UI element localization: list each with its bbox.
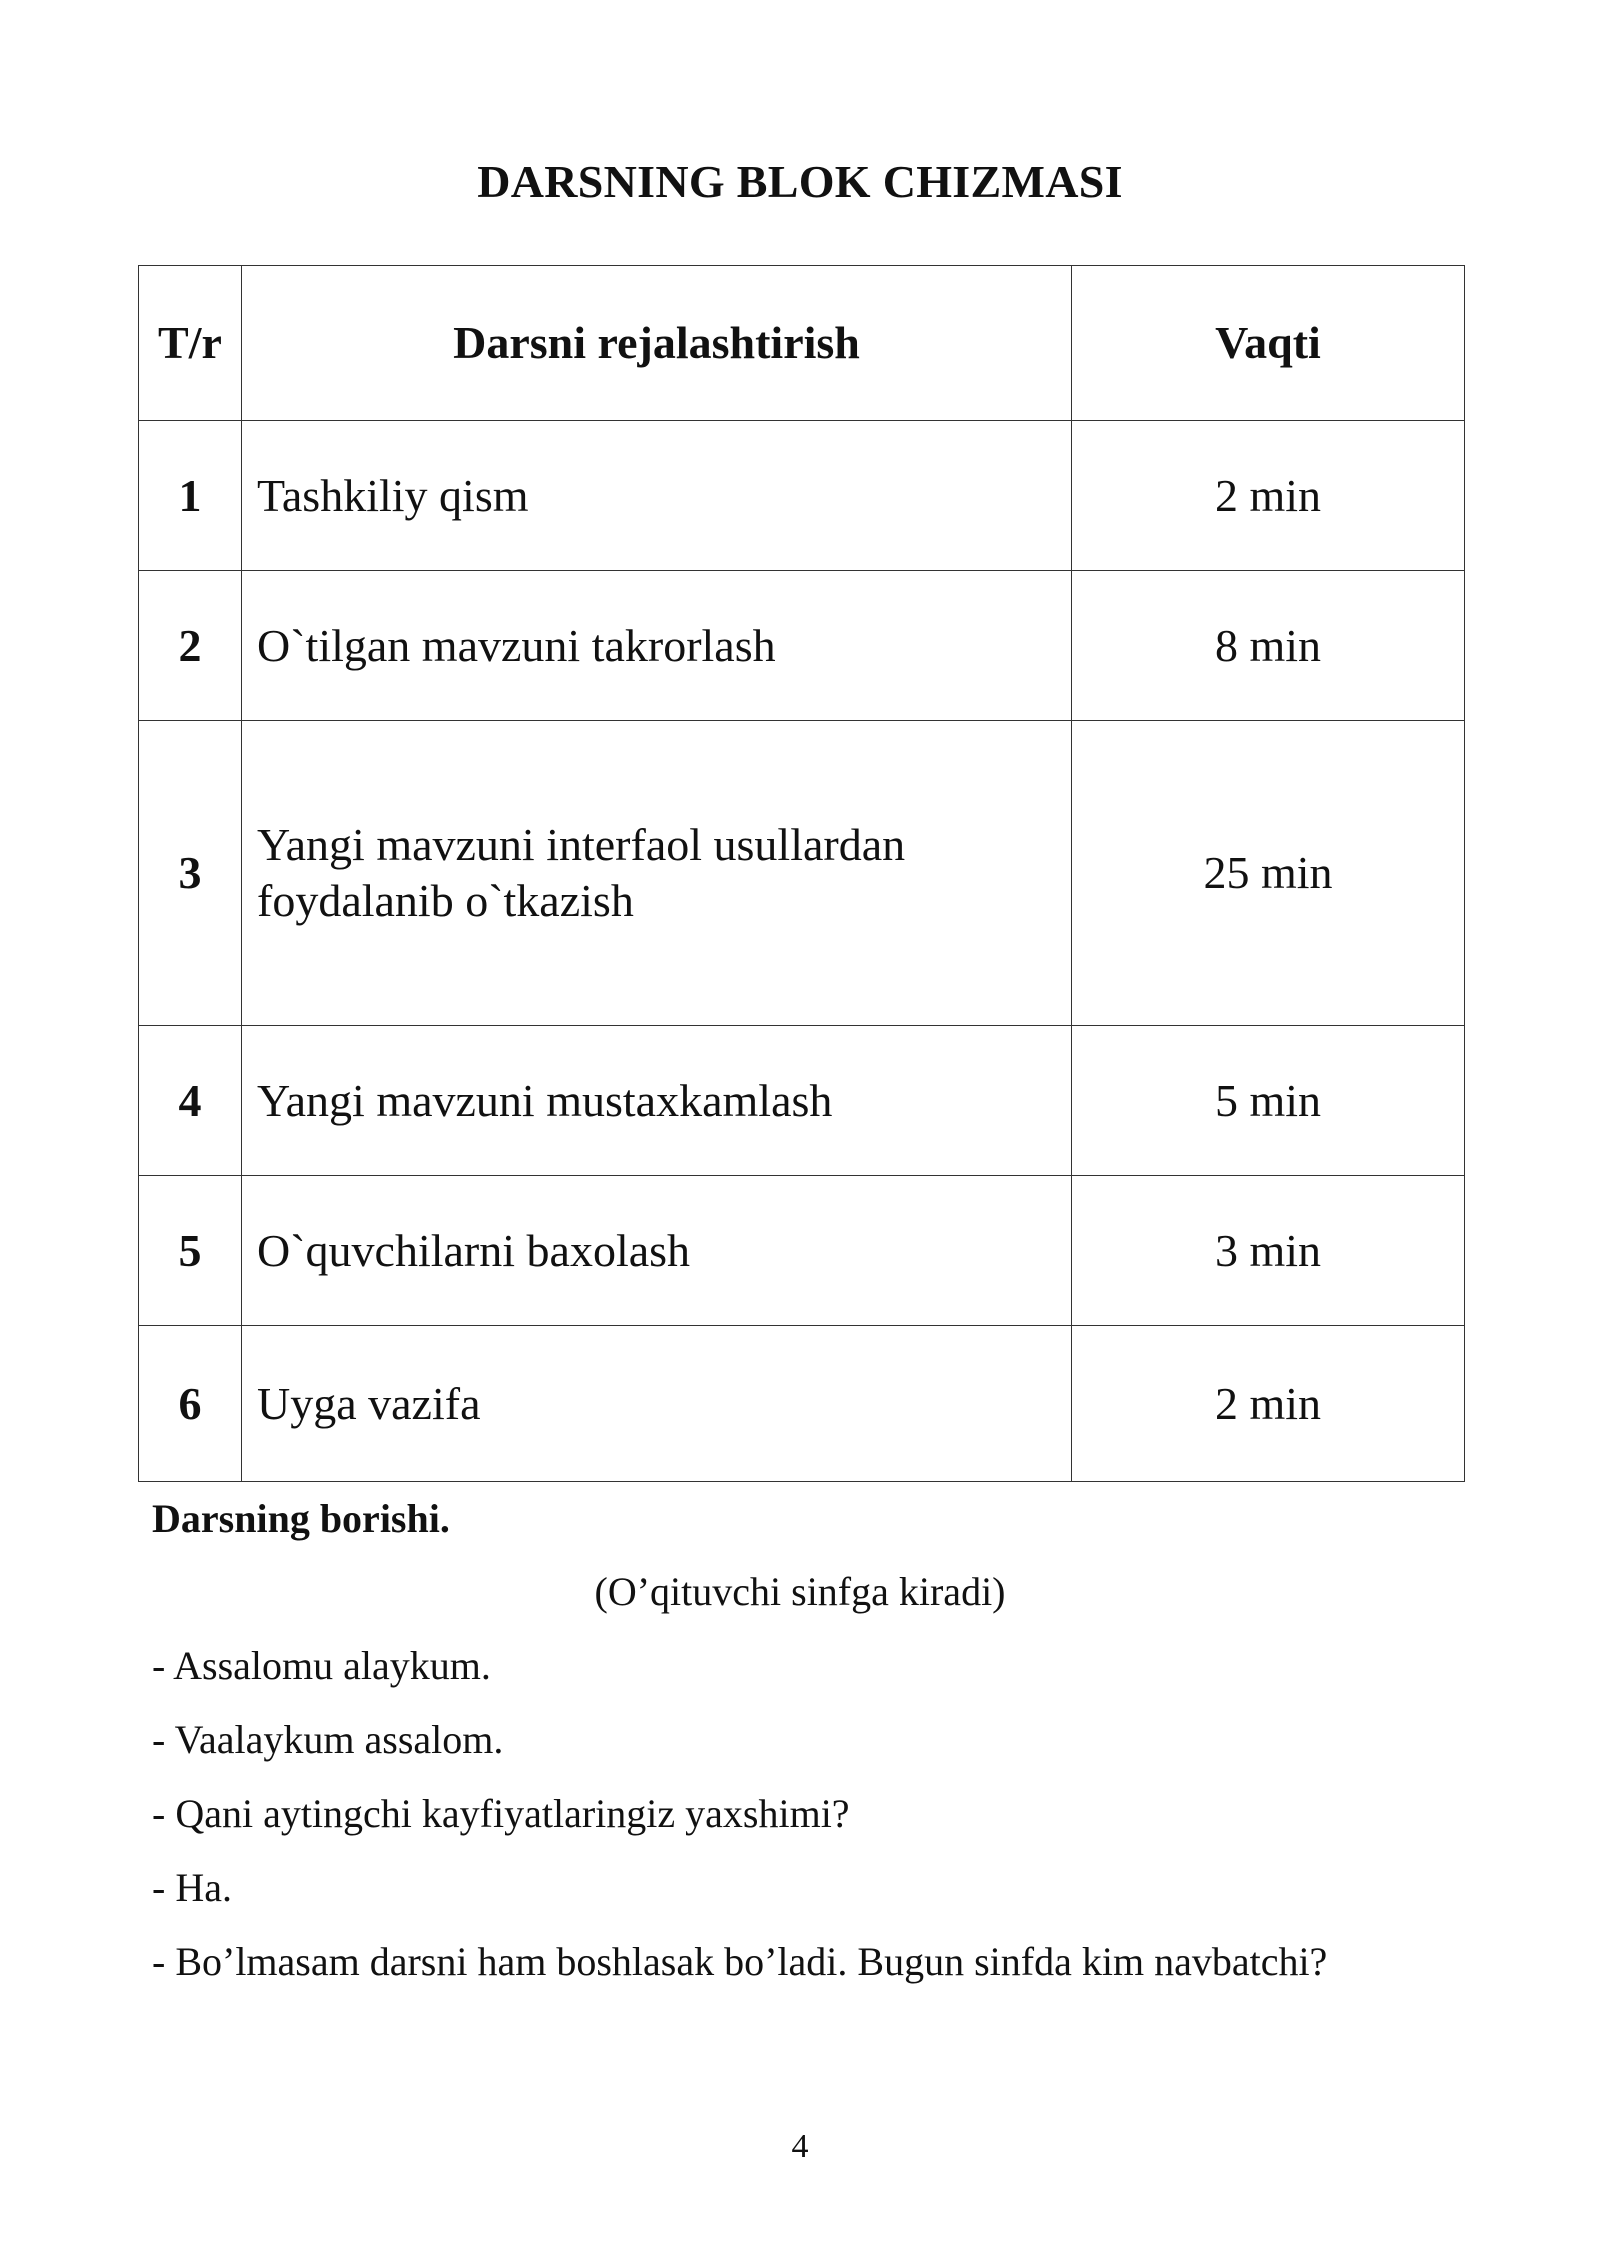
dialogue-line: - Vaalaykum assalom. [152, 1717, 504, 1762]
dialogue-line: - Assalomu alaykum. [152, 1643, 491, 1688]
row-plan: Uyga vazifa [242, 1326, 1072, 1482]
table-row [139, 571, 1465, 721]
page-title: DARSNING BLOK CHIZMASI [477, 156, 1123, 207]
table-row [139, 721, 1465, 1026]
row-number: 6 [139, 1326, 242, 1482]
row-number: 4 [139, 1026, 242, 1176]
dialogue-line: - Qani aytingchi kayfiyatlaringiz yaxshimi? [152, 1791, 850, 1836]
row-time: 2 min [1072, 1326, 1465, 1482]
row-time: 2 min [1072, 421, 1465, 571]
row-number: 2 [139, 571, 242, 721]
table-row [139, 1326, 1465, 1482]
lesson-plan-table [138, 265, 1465, 1482]
section-heading: Darsning borishi. [152, 1496, 450, 1541]
row-time: 8 min [1072, 571, 1465, 721]
dialogue-list [152, 1640, 1327, 2010]
table-row [139, 1026, 1465, 1176]
row-plan: O`tilgan mavzuni takrorlash [242, 571, 1072, 721]
row-number: 3 [139, 721, 242, 1026]
table-header-row [139, 266, 1465, 421]
row-time: 3 min [1072, 1176, 1465, 1326]
header-time: Vaqti [1072, 266, 1465, 421]
dialogue-line: - Bo’lmasam darsni ham boshlasak bo’ladi. Bugun sinfda kim navbatchi? [152, 1939, 1328, 1984]
row-number: 5 [139, 1176, 242, 1326]
row-time: 5 min [1072, 1026, 1465, 1176]
row-plan: Tashkiliy qism [242, 421, 1072, 571]
row-plan: Yangi mavzuni mustaxkamlash [242, 1026, 1072, 1176]
row-plan-line: Yangi mavzuni interfaol usullardan [257, 819, 906, 870]
header-plan: Darsni rejalashtirish [242, 266, 1072, 421]
row-number: 1 [139, 421, 242, 571]
stage-direction: (O’qituvchi sinfga kiradi) [594, 1569, 1006, 1614]
table-row [139, 421, 1465, 571]
row-plan [242, 721, 1072, 1026]
dialogue-line: - Ha. [152, 1865, 232, 1910]
row-plan: O`quvchilarni baxolash [242, 1176, 1072, 1326]
row-time: 25 min [1072, 721, 1465, 1026]
row-plan-line: foydalanib o`tkazish [257, 875, 634, 926]
header-number: T/r [139, 266, 242, 421]
page-number: 4 [791, 2128, 809, 2165]
table-row [139, 1176, 1465, 1326]
